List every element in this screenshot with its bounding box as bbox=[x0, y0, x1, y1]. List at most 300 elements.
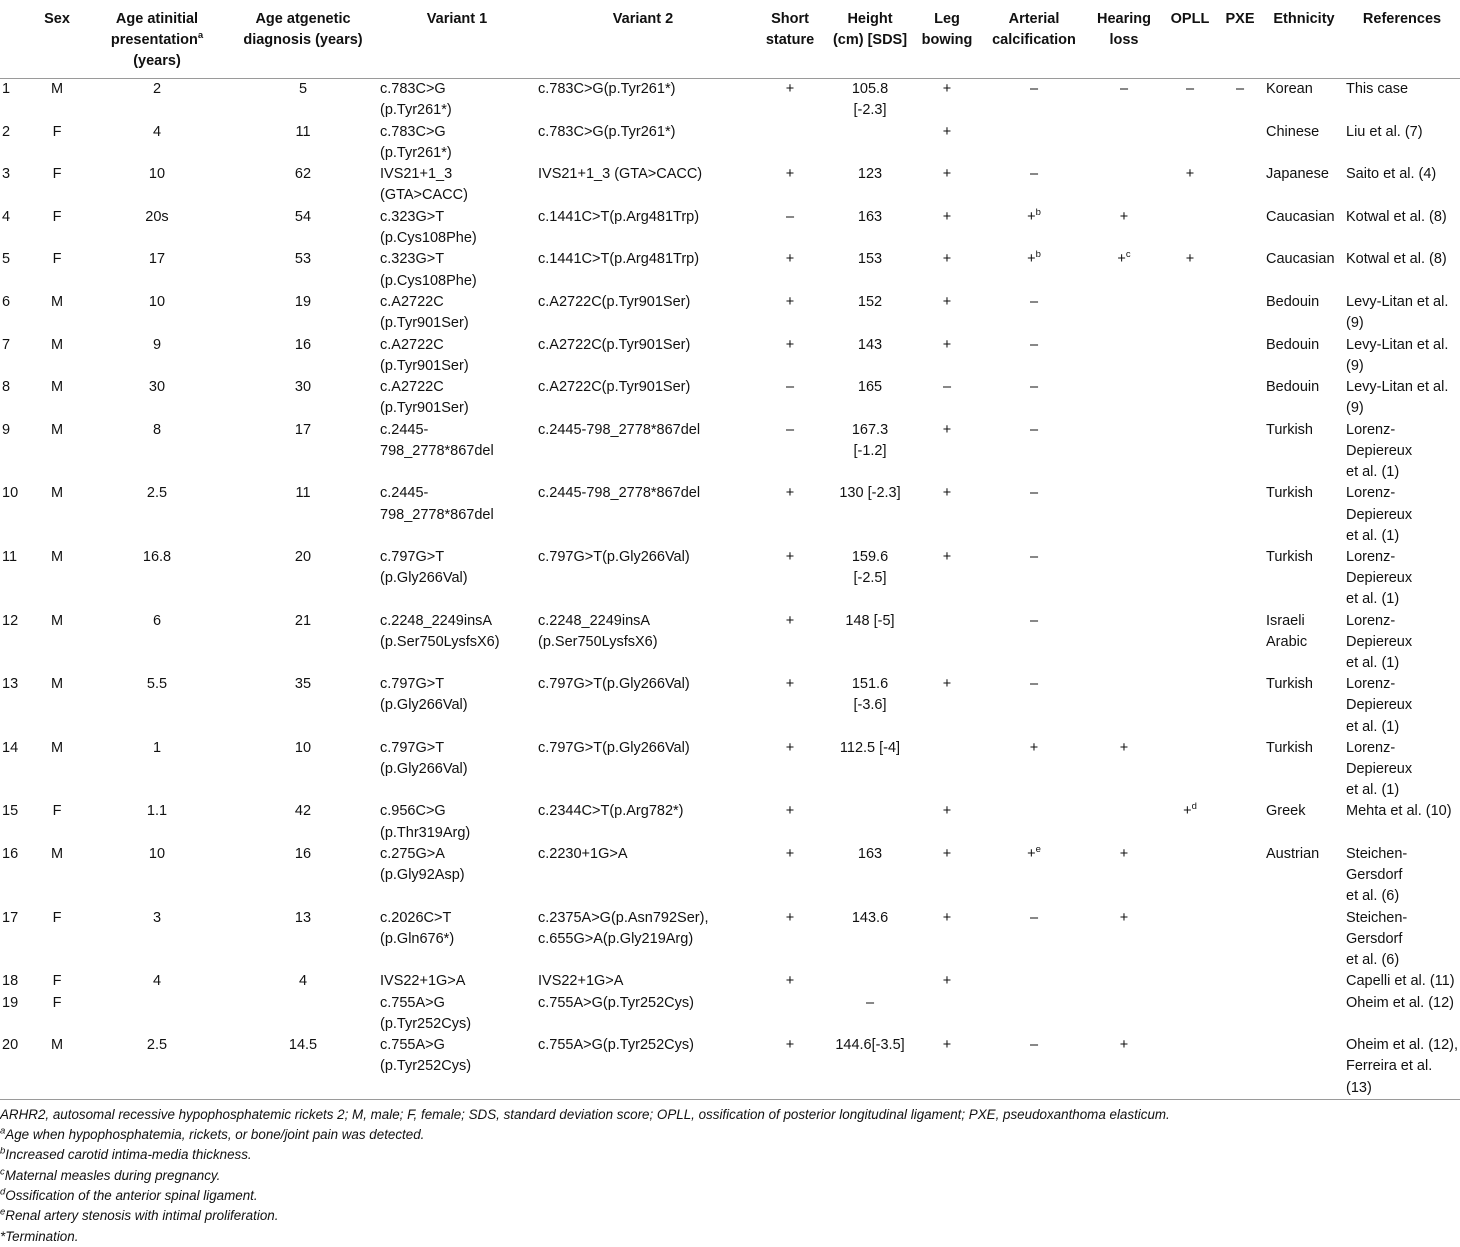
cell-leg-bowing: + bbox=[942, 251, 952, 268]
cell-hearing-loss: + bbox=[1119, 739, 1129, 756]
cell-variant-1: c.797G>T (p.Gly266Val) bbox=[380, 548, 468, 587]
cell-age-diagnosis: 54 bbox=[294, 208, 312, 225]
cell-arterial-calcification: – bbox=[1029, 293, 1039, 310]
cell-sex: F bbox=[52, 208, 62, 225]
cell-leg-bowing: – bbox=[942, 379, 952, 396]
cell-ethnicity bbox=[1264, 971, 1344, 992]
cell-sex: M bbox=[50, 676, 64, 693]
cell-variant-1: c.783C>G (p.Tyr261*) bbox=[380, 123, 452, 161]
cell-age-presentation: 4 bbox=[152, 973, 162, 990]
cell-arterial-calcification: +$^b$ bbox=[1027, 206, 1041, 225]
cell-variant-2: c.1441C>T(p.Arg481Trp) bbox=[538, 251, 700, 268]
cell-age-presentation: 2.5 bbox=[146, 1037, 168, 1054]
cell-opll bbox=[1164, 292, 1216, 335]
cell-sex: M bbox=[50, 485, 64, 502]
cell-index: 5 bbox=[2, 251, 11, 268]
cell-arterial-calcification: – bbox=[1029, 612, 1039, 629]
cell-references: Liu et al. (7) bbox=[1346, 123, 1423, 140]
cell-variant-2: IVS22+1G>A bbox=[538, 973, 624, 990]
cell-opll bbox=[1164, 122, 1216, 165]
cell-opll bbox=[1164, 377, 1216, 420]
cell-height: 123 bbox=[857, 166, 883, 183]
table-row bbox=[0, 547, 1460, 611]
cell-height: 130 [-2.3] bbox=[839, 485, 901, 502]
cell-hearing-loss bbox=[1084, 993, 1164, 1036]
cell-references: Mehta et al. (10) bbox=[1346, 803, 1452, 820]
cell-references: Lorenz-Depiereux et al. (1) bbox=[1346, 421, 1413, 481]
cell-leg-bowing: + bbox=[942, 123, 952, 140]
cell-age-presentation: 30 bbox=[148, 379, 166, 396]
header-variant-1: Variant 1 bbox=[426, 11, 488, 27]
cell-index: 15 bbox=[2, 803, 19, 820]
cell-pxe bbox=[1216, 547, 1264, 611]
cell-sex: M bbox=[50, 739, 64, 756]
cell-index: 18 bbox=[2, 973, 19, 990]
cell-index: 3 bbox=[2, 166, 11, 183]
cell-arterial-calcification bbox=[984, 801, 1084, 844]
cell-height: 152 bbox=[857, 293, 883, 310]
cell-references: Kotwal et al. (8) bbox=[1346, 208, 1447, 225]
table-row bbox=[0, 164, 1460, 207]
cell-age-diagnosis: 11 bbox=[295, 485, 311, 502]
cell-references: Levy-Litan et al. (9) bbox=[1346, 293, 1449, 332]
cell-age-diagnosis bbox=[228, 993, 378, 1036]
cell-arterial-calcification: – bbox=[1029, 336, 1039, 353]
cell-opll bbox=[1164, 674, 1216, 738]
cell-pxe bbox=[1216, 420, 1264, 484]
table-row bbox=[0, 377, 1460, 420]
table-body bbox=[0, 79, 1460, 1100]
cell-variant-2: c.2375A>G(p.Asn792Ser), c.655G>A(p.Gly219Arg) bbox=[538, 909, 709, 947]
cell-variant-1: c.2026C>T (p.Gln676*) bbox=[380, 909, 455, 947]
cell-variant-2: c.A2722C(p.Tyr901Ser) bbox=[538, 336, 691, 353]
cell-index: 16 bbox=[2, 846, 19, 862]
table-footnotes bbox=[0, 1100, 1460, 1247]
cell-arterial-calcification bbox=[984, 993, 1084, 1036]
table-row bbox=[0, 249, 1460, 292]
cell-ethnicity bbox=[1264, 1035, 1344, 1099]
cell-hearing-loss bbox=[1084, 420, 1164, 484]
cell-pxe bbox=[1216, 377, 1264, 420]
cell-age-diagnosis: 20 bbox=[294, 548, 312, 565]
cell-index: 10 bbox=[2, 485, 19, 502]
cell-opll: – bbox=[1185, 81, 1195, 97]
footnote-c: $^c$Maternal measles during pregnancy. bbox=[0, 1166, 221, 1183]
cell-sex: F bbox=[52, 123, 62, 140]
header-pxe: PXE bbox=[1225, 11, 1255, 27]
cell-short-stature: + bbox=[785, 909, 795, 926]
header-variant-2: Variant 2 bbox=[612, 11, 674, 27]
cell-index: 17 bbox=[2, 909, 19, 926]
cell-opll: + bbox=[1185, 251, 1195, 268]
cell-variant-1: c.2445- 798_2778*867del bbox=[380, 421, 494, 459]
cell-opll bbox=[1164, 547, 1216, 611]
table-row bbox=[0, 611, 1460, 675]
cell-variant-1: c.A2722C (p.Tyr901Ser) bbox=[380, 293, 469, 332]
header-short-stature: Short stature bbox=[765, 11, 815, 48]
cell-arterial-calcification: – bbox=[1029, 81, 1039, 97]
cell-opll bbox=[1164, 971, 1216, 992]
header-age-diagnosis: Age atgenetic diagnosis (years) bbox=[243, 11, 363, 48]
cell-references: Lorenz-Depiereux et al. (1) bbox=[1346, 485, 1413, 544]
header-references: References bbox=[1362, 11, 1442, 27]
cell-ethnicity: Turkish bbox=[1266, 485, 1313, 502]
table-row bbox=[0, 122, 1460, 165]
cell-opll bbox=[1164, 335, 1216, 378]
cell-variant-2: c.2445-798_2778*867del bbox=[538, 485, 701, 502]
cell-arterial-calcification: – bbox=[1029, 379, 1039, 396]
cell-arterial-calcification: +$^e$ bbox=[1027, 844, 1041, 862]
cell-leg-bowing: + bbox=[942, 803, 952, 820]
cell-short-stature: + bbox=[785, 166, 795, 183]
cell-variant-1: c.323G>T (p.Cys108Phe) bbox=[380, 251, 477, 289]
cell-age-diagnosis: 30 bbox=[294, 379, 312, 396]
cell-arterial-calcification: – bbox=[1029, 548, 1039, 565]
cell-variant-2: c.797G>T(p.Gly266Val) bbox=[538, 676, 690, 693]
cell-opll bbox=[1164, 483, 1216, 547]
cell-sex: M bbox=[50, 1037, 64, 1054]
cell-opll bbox=[1164, 844, 1216, 908]
header-row bbox=[0, 0, 1460, 79]
cell-hearing-loss bbox=[1084, 335, 1164, 378]
cell-index: 14 bbox=[2, 739, 19, 756]
cell-sex: M bbox=[50, 612, 64, 629]
cell-variant-1: c.323G>T (p.Cys108Phe) bbox=[380, 208, 477, 246]
cell-age-diagnosis: 42 bbox=[294, 803, 312, 820]
cell-references: Steichen-Gersdorf et al. (6) bbox=[1346, 846, 1408, 905]
cell-age-diagnosis: 11 bbox=[295, 123, 311, 140]
cell-short-stature: + bbox=[785, 548, 795, 565]
cell-pxe bbox=[1216, 844, 1264, 908]
cell-height bbox=[830, 801, 910, 844]
cell-ethnicity: Bedouin bbox=[1266, 336, 1320, 353]
cell-sex: M bbox=[50, 293, 64, 310]
cell-sex: F bbox=[52, 251, 62, 268]
cell-variant-2: c.755A>G(p.Tyr252Cys) bbox=[538, 1037, 694, 1054]
cell-short-stature: + bbox=[785, 1037, 795, 1054]
cell-age-presentation: 10 bbox=[148, 846, 166, 862]
cell-age-presentation: 2 bbox=[152, 81, 162, 97]
cell-hearing-loss bbox=[1084, 292, 1164, 335]
cell-pxe bbox=[1216, 1035, 1264, 1099]
cell-hearing-loss bbox=[1084, 674, 1164, 738]
cell-hearing-loss: – bbox=[1119, 81, 1129, 97]
cell-hearing-loss: +$^c$ bbox=[1117, 249, 1131, 268]
cell-index: 12 bbox=[2, 612, 19, 629]
cell-hearing-loss bbox=[1084, 801, 1164, 844]
cell-ethnicity: Caucasian bbox=[1266, 208, 1335, 225]
cell-arterial-calcification: – bbox=[1029, 1037, 1039, 1054]
cell-sex: M bbox=[50, 548, 64, 565]
cell-ethnicity: Turkish bbox=[1266, 548, 1313, 565]
cell-pxe bbox=[1216, 674, 1264, 738]
cell-leg-bowing bbox=[910, 738, 984, 802]
cell-hearing-loss bbox=[1084, 122, 1164, 165]
cell-hearing-loss bbox=[1084, 483, 1164, 547]
cell-height: 167.3 [-1.2] bbox=[851, 421, 889, 459]
table-row bbox=[0, 1035, 1460, 1099]
cell-arterial-calcification: – bbox=[1029, 485, 1039, 502]
cell-references: Kotwal et al. (8) bbox=[1346, 251, 1447, 268]
cell-variant-1: IVS22+1G>A bbox=[380, 973, 466, 990]
cell-short-stature: – bbox=[785, 208, 795, 225]
cell-pxe bbox=[1216, 207, 1264, 250]
header-height: Height (cm) [SDS] bbox=[832, 11, 908, 48]
cell-leg-bowing: + bbox=[942, 973, 952, 990]
cell-age-diagnosis: 5 bbox=[298, 81, 308, 97]
cell-leg-bowing: + bbox=[942, 293, 952, 310]
table-row bbox=[0, 207, 1460, 250]
cell-age-presentation: 5.5 bbox=[146, 676, 168, 693]
cell-ethnicity: Bedouin bbox=[1266, 379, 1320, 396]
cell-short-stature: + bbox=[785, 81, 795, 97]
cell-age-diagnosis: 14.5 bbox=[288, 1037, 318, 1054]
cell-pxe bbox=[1216, 335, 1264, 378]
cell-hearing-loss bbox=[1084, 971, 1164, 992]
cell-index: 8 bbox=[2, 379, 11, 396]
cell-variant-1: c.797G>T (p.Gly266Val) bbox=[380, 739, 468, 777]
cell-age-presentation: 8 bbox=[152, 421, 162, 438]
cell-opll: + bbox=[1185, 166, 1195, 183]
cell-height: 144.6[-3.5] bbox=[835, 1037, 905, 1054]
cell-hearing-loss: + bbox=[1119, 1037, 1129, 1054]
cell-hearing-loss: + bbox=[1119, 846, 1129, 862]
cell-short-stature: + bbox=[785, 739, 795, 756]
cell-variant-1: c.A2722C (p.Tyr901Ser) bbox=[380, 379, 469, 417]
cell-leg-bowing: + bbox=[942, 676, 952, 693]
cell-height: 151.6 [-3.6] bbox=[851, 676, 889, 714]
cell-variant-1: c.797G>T (p.Gly266Val) bbox=[380, 676, 468, 714]
header-age-presentation: Age atinitial presentation$^a$ (years) bbox=[110, 11, 204, 69]
table-row bbox=[0, 908, 1460, 972]
cell-leg-bowing: + bbox=[942, 81, 952, 97]
cell-pxe bbox=[1216, 971, 1264, 992]
table-row bbox=[0, 738, 1460, 802]
cell-age-diagnosis: 62 bbox=[294, 166, 312, 183]
cell-height: 143.6 bbox=[851, 909, 889, 926]
cell-age-presentation: 20s bbox=[145, 208, 169, 225]
cell-variant-2: c.783C>G(p.Tyr261*) bbox=[538, 123, 676, 140]
cell-opll bbox=[1164, 1035, 1216, 1099]
cell-variant-2: c.2248_2249insA (p.Ser750LysfsX6) bbox=[538, 612, 658, 650]
cell-age-presentation: 1 bbox=[152, 739, 162, 756]
cell-opll: +$^d$ bbox=[1183, 801, 1197, 820]
cell-pxe bbox=[1216, 483, 1264, 547]
cell-variant-2: c.783C>G(p.Tyr261*) bbox=[538, 81, 676, 97]
cell-short-stature: – bbox=[785, 421, 795, 438]
cell-references: Lorenz-Depiereux et al. (1) bbox=[1346, 739, 1413, 799]
cell-sex: F bbox=[52, 973, 62, 990]
cell-pxe bbox=[1216, 249, 1264, 292]
cell-leg-bowing: + bbox=[942, 421, 952, 438]
header-opll: OPLL bbox=[1170, 11, 1210, 27]
cell-age-diagnosis: 10 bbox=[294, 739, 312, 756]
footnote-a: $^a$Age when hypophosphatemia, rickets, or bone/joint pain was detected. bbox=[0, 1125, 425, 1143]
cell-arterial-calcification bbox=[984, 122, 1084, 165]
cell-references: Steichen-Gersdorf et al. (6) bbox=[1346, 909, 1408, 969]
cell-variant-2: IVS21+1_3 (GTA>CACC) bbox=[538, 166, 703, 183]
footnote-e: $^e$Renal artery stenosis with intimal proliferation. bbox=[0, 1206, 279, 1224]
cell-index: 19 bbox=[2, 994, 19, 1011]
cell-height: 163 bbox=[857, 208, 883, 225]
cell-variant-1: IVS21+1_3 (GTA>CACC) bbox=[380, 166, 468, 204]
cell-leg-bowing: + bbox=[942, 846, 952, 862]
cell-short-stature: + bbox=[785, 336, 795, 353]
cell-arterial-calcification: – bbox=[1029, 909, 1039, 926]
header-index bbox=[0, 0, 28, 79]
cell-height bbox=[830, 122, 910, 165]
cell-references: Lorenz-Depiereux et al. (1) bbox=[1346, 612, 1413, 671]
table-row bbox=[0, 993, 1460, 1036]
cell-short-stature: + bbox=[785, 676, 795, 693]
cell-age-presentation bbox=[86, 993, 228, 1036]
cell-index: 7 bbox=[2, 336, 11, 353]
cell-short-stature: + bbox=[785, 846, 795, 862]
cell-height: 112.5 [-4] bbox=[839, 739, 901, 756]
cell-references: Oheim et al. (12), Ferreira et al. (13) bbox=[1346, 1037, 1459, 1096]
cell-arterial-calcification: – bbox=[1029, 421, 1039, 438]
cell-age-presentation: 16.8 bbox=[142, 548, 172, 565]
cell-references: Capelli et al. (11) bbox=[1346, 973, 1455, 990]
table-row bbox=[0, 801, 1460, 844]
table-row bbox=[0, 335, 1460, 378]
cell-sex: F bbox=[52, 994, 62, 1011]
cell-pxe bbox=[1216, 292, 1264, 335]
cell-leg-bowing bbox=[910, 993, 984, 1036]
footnote-abbreviations: ARHR2, autosomal recessive hypophosphatemic rickets 2; M, male; F, female; SDS, standard deviation score; OPLL, ossification of posterior longitudinal ligament; PXE, pseudoxanthoma elasticum. bbox=[0, 1106, 1170, 1122]
cell-variant-1: c.755A>G (p.Tyr252Cys) bbox=[380, 1037, 472, 1075]
cell-age-presentation: 2.5 bbox=[146, 485, 168, 502]
cell-short-stature bbox=[750, 993, 830, 1036]
cell-age-presentation: 17 bbox=[148, 251, 166, 268]
cell-references: Lorenz-Depiereux et al. (1) bbox=[1346, 548, 1413, 608]
cell-references: Lorenz-Depiereux et al. (1) bbox=[1346, 676, 1413, 735]
cell-ethnicity: Turkish bbox=[1266, 421, 1313, 438]
cell-index: 1 bbox=[2, 81, 11, 97]
cell-height: 165 bbox=[857, 379, 883, 396]
cell-opll bbox=[1164, 207, 1216, 250]
cell-pxe bbox=[1216, 611, 1264, 675]
cell-variant-2: c.1441C>T(p.Arg481Trp) bbox=[538, 208, 700, 225]
cell-age-diagnosis: 21 bbox=[294, 612, 312, 629]
cell-age-diagnosis: 4 bbox=[298, 973, 308, 990]
cell-variant-2: c.2230+1G>A bbox=[538, 846, 628, 862]
cell-variant-2: c.797G>T(p.Gly266Val) bbox=[538, 739, 690, 756]
header-arterial-calcification: Arterial calcification bbox=[992, 11, 1076, 48]
cell-age-diagnosis: 16 bbox=[294, 336, 312, 353]
cell-opll bbox=[1164, 738, 1216, 802]
cell-height bbox=[830, 971, 910, 992]
footnote-d: $^d$Ossification of the anterior spinal ligament. bbox=[0, 1186, 258, 1203]
cell-leg-bowing bbox=[910, 611, 984, 675]
cell-short-stature: + bbox=[785, 293, 795, 310]
cell-pxe: – bbox=[1235, 81, 1245, 97]
table-row bbox=[0, 292, 1460, 335]
cell-short-stature: + bbox=[785, 251, 795, 268]
cell-variant-1: c.A2722C (p.Tyr901Ser) bbox=[380, 336, 469, 374]
cell-index: 13 bbox=[2, 676, 19, 693]
cell-sex: M bbox=[50, 846, 64, 862]
cell-references: Oheim et al. (12) bbox=[1346, 994, 1454, 1011]
cell-ethnicity: Korean bbox=[1266, 81, 1313, 97]
cell-hearing-loss bbox=[1084, 611, 1164, 675]
footnote-b: $^b$Increased carotid intima-media thickness. bbox=[0, 1145, 252, 1163]
cell-ethnicity: Chinese bbox=[1266, 123, 1320, 140]
cell-ethnicity: Caucasian bbox=[1266, 251, 1335, 268]
cell-ethnicity: Austrian bbox=[1266, 846, 1320, 862]
cell-short-stature: + bbox=[785, 973, 795, 990]
cell-age-presentation: 3 bbox=[152, 909, 162, 926]
cell-age-diagnosis: 13 bbox=[294, 909, 312, 926]
cell-leg-bowing: + bbox=[942, 909, 952, 926]
cell-variant-2: c.A2722C(p.Tyr901Ser) bbox=[538, 293, 691, 310]
cell-references: Levy-Litan et al. (9) bbox=[1346, 336, 1449, 374]
cell-variant-1: c.2445- 798_2778*867del bbox=[380, 485, 494, 523]
cell-arterial-calcification: + bbox=[1029, 739, 1039, 756]
cell-variant-2: c.755A>G(p.Tyr252Cys) bbox=[538, 994, 694, 1011]
cell-references: This case bbox=[1346, 81, 1409, 97]
cell-short-stature: – bbox=[785, 379, 795, 396]
cell-age-presentation: 6 bbox=[152, 612, 162, 629]
cell-sex: M bbox=[50, 81, 64, 97]
header-sex: Sex bbox=[44, 11, 70, 27]
cell-variant-2: c.A2722C(p.Tyr901Ser) bbox=[538, 379, 691, 396]
cell-opll bbox=[1164, 611, 1216, 675]
cell-sex: F bbox=[52, 803, 62, 820]
cell-index: 20 bbox=[2, 1037, 19, 1054]
cell-age-presentation: 4 bbox=[152, 123, 162, 140]
cell-variant-1: c.956C>G (p.Thr319Arg) bbox=[380, 803, 471, 841]
cell-sex: M bbox=[50, 379, 64, 396]
table-row bbox=[0, 420, 1460, 484]
cell-pxe bbox=[1216, 738, 1264, 802]
cell-references: Saito et al. (4) bbox=[1346, 166, 1437, 183]
cell-short-stature: + bbox=[785, 485, 795, 502]
cell-height: 163 bbox=[857, 846, 883, 862]
cell-references: Levy-Litan et al. (9) bbox=[1346, 379, 1449, 417]
cell-short-stature: + bbox=[785, 803, 795, 820]
cell-pxe bbox=[1216, 993, 1264, 1036]
cell-age-diagnosis: 16 bbox=[294, 846, 312, 862]
cell-short-stature bbox=[750, 122, 830, 165]
cell-pxe bbox=[1216, 801, 1264, 844]
cell-index: 4 bbox=[2, 208, 11, 225]
cell-opll bbox=[1164, 993, 1216, 1036]
cell-leg-bowing: + bbox=[942, 1037, 952, 1054]
header-leg-bowing: Leg bowing bbox=[921, 11, 973, 48]
cell-height: 159.6 [-2.5] bbox=[851, 548, 889, 587]
cell-variant-2: c.797G>T(p.Gly266Val) bbox=[538, 548, 690, 565]
cell-sex: M bbox=[50, 421, 64, 438]
cell-age-diagnosis: 53 bbox=[294, 251, 312, 268]
cell-index: 2 bbox=[2, 123, 11, 140]
cell-pxe bbox=[1216, 122, 1264, 165]
cell-leg-bowing: + bbox=[942, 336, 952, 353]
table-row bbox=[0, 79, 1460, 122]
cell-ethnicity: Greek bbox=[1266, 803, 1306, 820]
cell-leg-bowing: + bbox=[942, 548, 952, 565]
cell-age-diagnosis: 17 bbox=[294, 421, 312, 438]
cell-pxe bbox=[1216, 164, 1264, 207]
table-row bbox=[0, 674, 1460, 738]
cell-index: 6 bbox=[2, 293, 11, 310]
cell-hearing-loss: + bbox=[1119, 909, 1129, 926]
cell-ethnicity: Turkish bbox=[1266, 676, 1313, 693]
cell-variant-2: c.2445-798_2778*867del bbox=[538, 421, 701, 438]
cell-age-presentation: 1.1 bbox=[146, 803, 168, 820]
cell-height: – bbox=[865, 994, 875, 1011]
cell-height: 143 bbox=[857, 336, 883, 353]
